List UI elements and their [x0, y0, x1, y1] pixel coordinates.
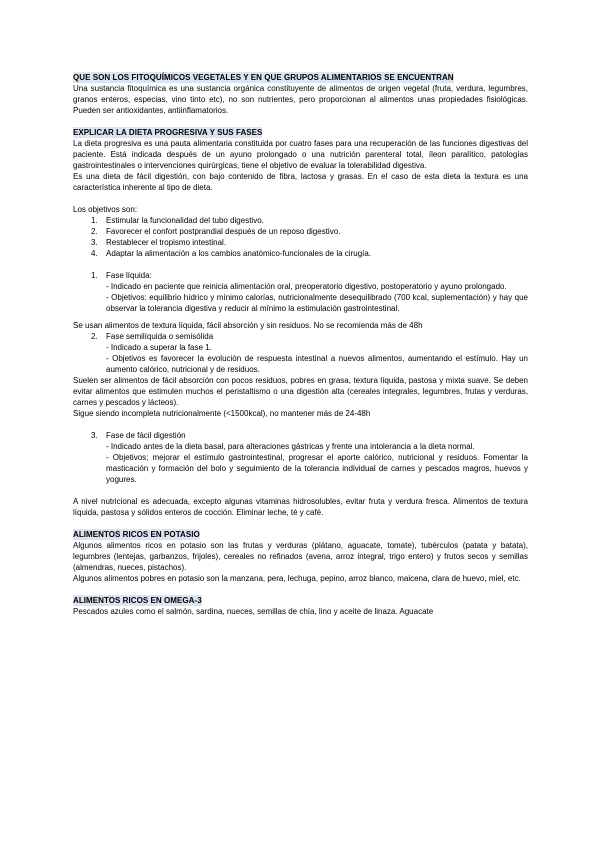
objectives-intro: Los objetivos son: [73, 205, 138, 214]
paragraph: La dieta progresiva es una pauta alimentaria constituida por cuatro fases para una recuperación de las funciones digestivas del paciente. Está indicada después de un ayuno prolongado o una nutrición parenteral total, íleon paralítico, patologías gastrointestinales o intervenciones quirúrgicas, tiene el objetivo de evaluar la tolerabilidad digestiva. [73, 139, 528, 170]
section-heading: ALIMENTOS RICOS EN OMEGA-3 [73, 596, 202, 605]
paragraph: Es una dieta de fácil digestión, con bajo contenido de fibra, lactosa y grasas. En el caso de esta dieta la textura es una característica inherente al tipo de dieta. [73, 172, 528, 192]
list-item: 1. Estimular la funcionalidad del tubo digestivo. [91, 216, 264, 225]
paragraph: A nivel nutricional es adecuada, excepto algunas vitaminas hidrosolubles, evitar fruta y verdura fresca. Alimentos de textura líquida, pastosa y sólidos enteros de cocción. Eliminar leche, té y café. [73, 497, 528, 517]
document-page [73, 72, 528, 617]
section-heading: QUE SON LOS FITOQUÍMICOS VEGETALES Y EN QUE GRUPOS ALIMENTARIOS SE ENCUENTRAN [73, 73, 454, 82]
objectives-list [73, 215, 528, 259]
paragraph: Pescados azules como el salmón, sardina, nueces, semillas de chía, lino y aceite de linaza. Aguacate [73, 607, 434, 616]
section-heading: ALIMENTOS RICOS EN POTASIO [73, 530, 200, 539]
phase-title: Fase semilíquida o semisólida [106, 332, 214, 341]
paragraph: Una sustancia fitoquímica es una sustancia orgánica constituyente de alimentos de origen vegetal (fruta, verdura, legumbres, granos enteros, especias, vino tinto etc), no son nutrientes, pero proporcionan al alimentos unas propiedades fisiológicas. Pueden ser antioxidantes, antiinflamatorios. [73, 84, 528, 115]
paragraph: Algunos alimentos ricos en potasio son las frutas y verduras (plátano, aguacate, tomate), tubérculos (patata y batata), legumbres (lentejas, garbanzos, frijoles), cereales no refinados (avena, arroz integral, trigo entero) y frutos secos y semillas (almendras, nueces, pistachos). [73, 541, 528, 572]
section-omega3 [73, 595, 528, 617]
paragraph: Sigue siendo incompleta nutricionalmente (<1500kcal), no mantener más de 24-48h [73, 409, 371, 418]
phase-liquid: 1. Fase líquida: - Indicado en paciente que reinicia alimentación oral, preoperatorio digestivo, postoperatorio y ayuno prolongado. - Objetivos: equilibrio hídrico y mínimo calorías, nutricionalmente desequilibrado (700 kcal, suplementación) y hay que observar la tolerancia digestiva y reducir al mínimo la estimulación gastrointestinal. [91, 271, 528, 313]
list-item: 3. Restablecer el tropismo intestinal. [91, 238, 227, 247]
list-item: 2. Favorecer el confort postprandial después de un reposo digestivo. [91, 227, 341, 236]
section-phytochemicals [73, 72, 528, 116]
phase-easy-digestion: 3. Fase de fácil digestión - Indicado antes de la dieta basal, para alteraciones gástricas y frente una intolerancia a la dieta normal. - Objetivos; mejorar el estímulo gastrointestinal, progresar el aporte calórico, nutricional y residuos. Fomentar la masticación y formación del bolo y seguimiento de la tolerancia individual de carnes y pescados magros, huevos y yogures. [91, 431, 528, 484]
paragraph: Se usan alimentos de textura líquida, fácil absorción y sin residuos. No se recomienda más de 48h [73, 321, 423, 330]
section-progressive-diet [73, 127, 528, 518]
phase-title: Fase líquida: [106, 271, 152, 280]
list-item: 4. Adaptar la alimentación a los cambios anatómico-funcionales de la cirugía. [91, 249, 372, 258]
paragraph: Algunos alimentos pobres en potasio son la manzana, pera, lechuga, pepino, arroz blanco, maicena, clara de huevo, miel, etc. [73, 574, 521, 583]
section-potassium [73, 529, 528, 584]
section-heading: EXPLICAR LA DIETA PROGRESIVA Y SUS FASES [73, 128, 263, 137]
paragraph: Suelen ser alimentos de fácil absorción con pocos residuos, pobres en grasa, textura líquida, pastosa y mixta suave. Se deben evitar alimentos que estimulen muchos el peristaltismo o una digestión alta (cereales integrales, legumbres, frutas y verduras, carnes y pescados y lácteos). [73, 376, 528, 407]
phase-title: Fase de fácil digestión [106, 431, 186, 440]
phase-semiliquid: 2. Fase semilíquida o semisólida - Indicado a superar la fase 1. - Objetivos es favorecer la evolución de respuesta intestinal a nuevos alimentos, aumentando el estímulo. Hay un aumento calórico, nutricional y de residuos. [91, 332, 528, 374]
